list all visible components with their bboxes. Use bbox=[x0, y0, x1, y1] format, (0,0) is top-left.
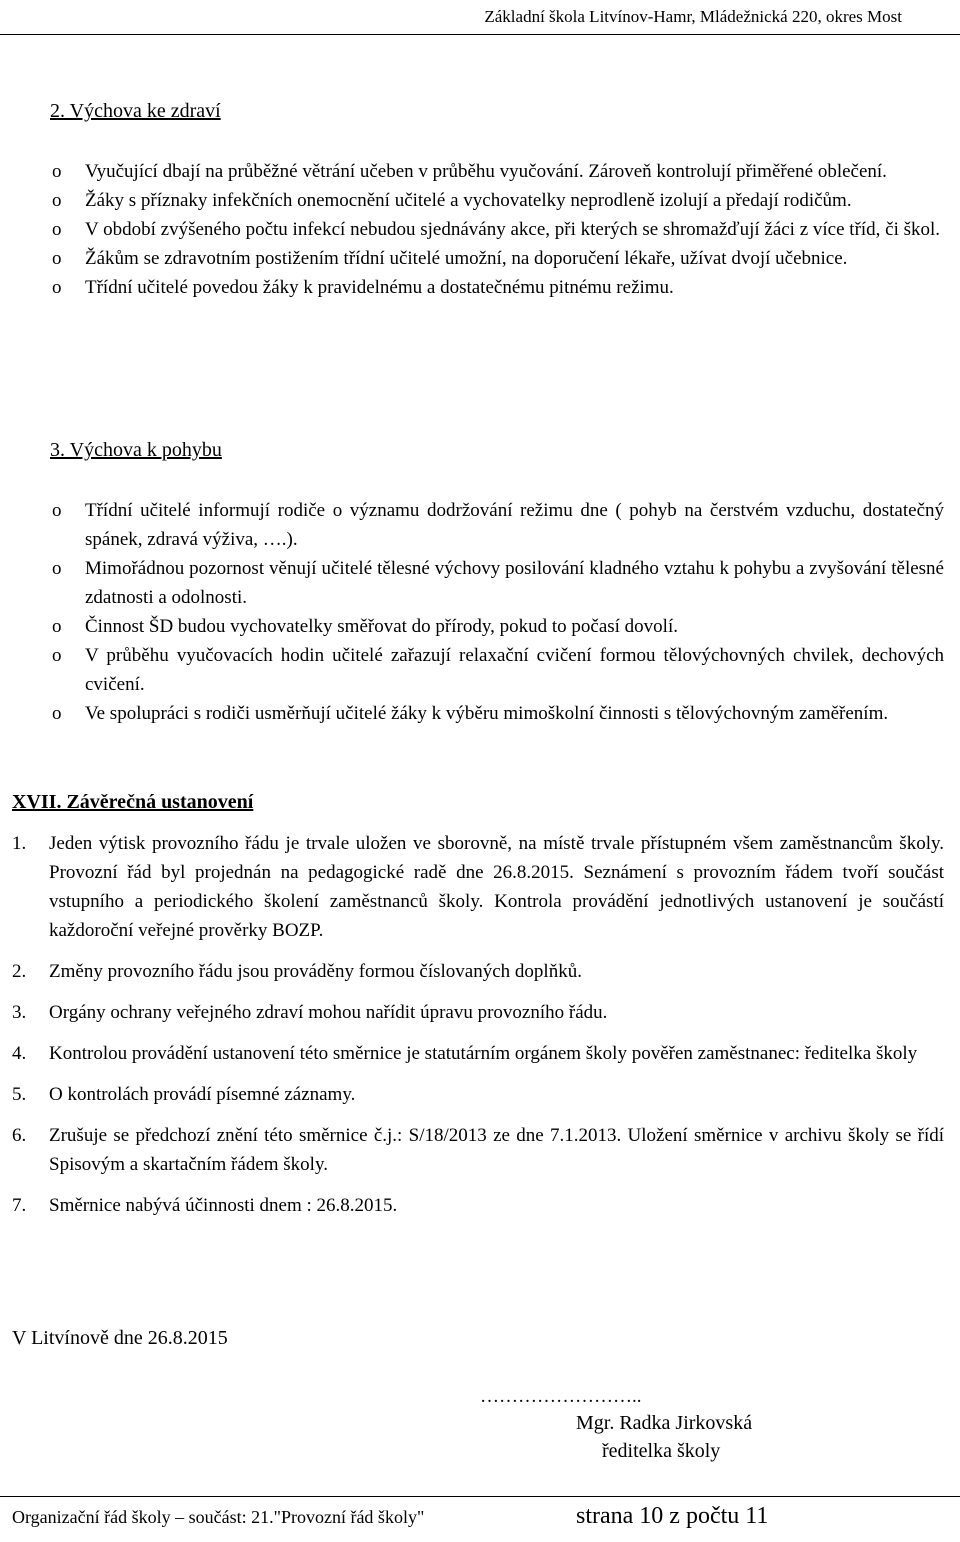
signatory-role: ředitelka školy bbox=[602, 1440, 721, 1462]
list-item: o Třídní učitelé povedou žáky k pravidelnému a dostatečnému pitnému režimu. bbox=[12, 273, 944, 302]
list-item: o Činnost ŠD budou vychovatelky směřovat do přírody, pokud to počasí dovolí. bbox=[12, 612, 944, 641]
item-number: 3. bbox=[12, 1002, 27, 1023]
bullet-marker: o bbox=[52, 219, 62, 240]
list-item: 3. Orgány ochrany veřejného zdraví mohou nařídit úpravu provozního řádu. bbox=[12, 998, 944, 1027]
list-item: 6. Zrušuje se předchozí znění této směrnice č.j.: S/18/2013 ze dne 7.1.2013. Uložení směrnice v archivu školy se řídí Spisovým a skartačním řádem školy. bbox=[12, 1121, 944, 1179]
section-3-heading: 3. Výchova k pohybu bbox=[50, 439, 222, 461]
section-17-list bbox=[12, 829, 944, 1232]
section-2-list bbox=[12, 157, 944, 302]
bullet-marker: o bbox=[52, 277, 62, 298]
list-item: o Ve spolupráci s rodiči usměrňují učitelé žáky k výběru mimoškolní činnosti s tělovýchovným zaměřením. bbox=[12, 699, 944, 728]
bullet-marker: o bbox=[52, 190, 62, 211]
item-number: 1. bbox=[12, 833, 27, 854]
signature-line: …………………….. bbox=[480, 1386, 642, 1407]
item-number: 5. bbox=[12, 1084, 27, 1105]
bullet-marker: o bbox=[52, 558, 62, 579]
list-item: o Mimořádnou pozornost věnují učitelé tělesné výchovy posilování kladného vztahu k pohybu a zvyšování tělesné zdatnosti a odolnosti. bbox=[12, 554, 944, 612]
section-3-list bbox=[12, 496, 944, 728]
item-number: 2. bbox=[12, 961, 27, 982]
list-item: o V průběhu vyučovacích hodin učitelé zařazují relaxační cvičení formou tělovýchovných chvilek, dechových cvičení. bbox=[12, 641, 944, 699]
list-item: 2. Změny provozního řádu jsou prováděny formou číslovaných doplňků. bbox=[12, 957, 944, 986]
list-item: 7. Směrnice nabývá účinnosti dnem : 26.8.2015. bbox=[12, 1191, 944, 1220]
item-number: 7. bbox=[12, 1195, 27, 1216]
place-and-date: V Litvínově dne 26.8.2015 bbox=[12, 1327, 228, 1349]
page-footer bbox=[0, 1496, 960, 1542]
signatory-name: Mgr. Radka Jirkovská bbox=[576, 1412, 753, 1434]
list-item: o V období zvýšeného počtu infekcí nebudou sjednávány akce, při kterých se shromažďují žáci z více tříd, či škol. bbox=[12, 215, 944, 244]
list-item: o Žáky s příznaky infekčních onemocnění učitelé a vychovatelky neprodleně izolují a předají rodičům. bbox=[12, 186, 944, 215]
footer-document-title: Organizační řád školy – součást: 21."Provozní řád školy" bbox=[12, 1507, 425, 1527]
list-item: o Vyučující dbají na průběžné větrání učeben v průběhu vyučování. Zároveň kontrolují přiměřené oblečení. bbox=[12, 157, 944, 186]
section-2-heading: 2. Výchova ke zdraví bbox=[50, 100, 221, 122]
bullet-marker: o bbox=[52, 248, 62, 269]
footer-page-number: strana 10 z počtu 11 bbox=[576, 1503, 769, 1529]
list-item: o Třídní učitelé informují rodiče o významu dodržování režimu dne ( pohyb na čerstvém vzduchu, dostatečný spánek, zdravá výživa, ….). bbox=[12, 496, 944, 554]
header-school-name: Základní škola Litvínov-Hamr, Mládežnická 220, okres Most bbox=[484, 7, 902, 26]
list-item: 1. Jeden výtisk provozního řádu je trvale uložen ve sborovně, na místě trvale přístupném všem zaměstnancům školy. Provozní řád byl projednán na pedagogické radě dne 26.8.2015. Seznámení s provozním řádem tvoří součást vstupního a periodického školení zaměstnanců školy. Kontrola provádění jednotlivých ustanovení je součástí každoroční veřejné prověrky BOZP. bbox=[12, 829, 944, 945]
page-header bbox=[0, 0, 960, 35]
list-item: o Žákům se zdravotním postižením třídní učitelé umožní, na doporučení lékaře, užívat dvojí učebnice. bbox=[12, 244, 944, 273]
list-item: 4. Kontrolou provádění ustanovení této směrnice je statutárním orgánem školy pověřen zaměstnanec: ředitelka školy bbox=[12, 1039, 944, 1068]
section-17-heading: XVII. Závěrečná ustanovení bbox=[12, 791, 254, 813]
item-number: 4. bbox=[12, 1043, 27, 1064]
bullet-marker: o bbox=[52, 500, 62, 521]
bullet-marker: o bbox=[52, 645, 62, 666]
bullet-marker: o bbox=[52, 616, 62, 637]
list-item: 5. O kontrolách provádí písemné záznamy. bbox=[12, 1080, 944, 1109]
bullet-marker: o bbox=[52, 703, 62, 724]
bullet-marker: o bbox=[52, 161, 62, 182]
item-number: 6. bbox=[12, 1125, 27, 1146]
